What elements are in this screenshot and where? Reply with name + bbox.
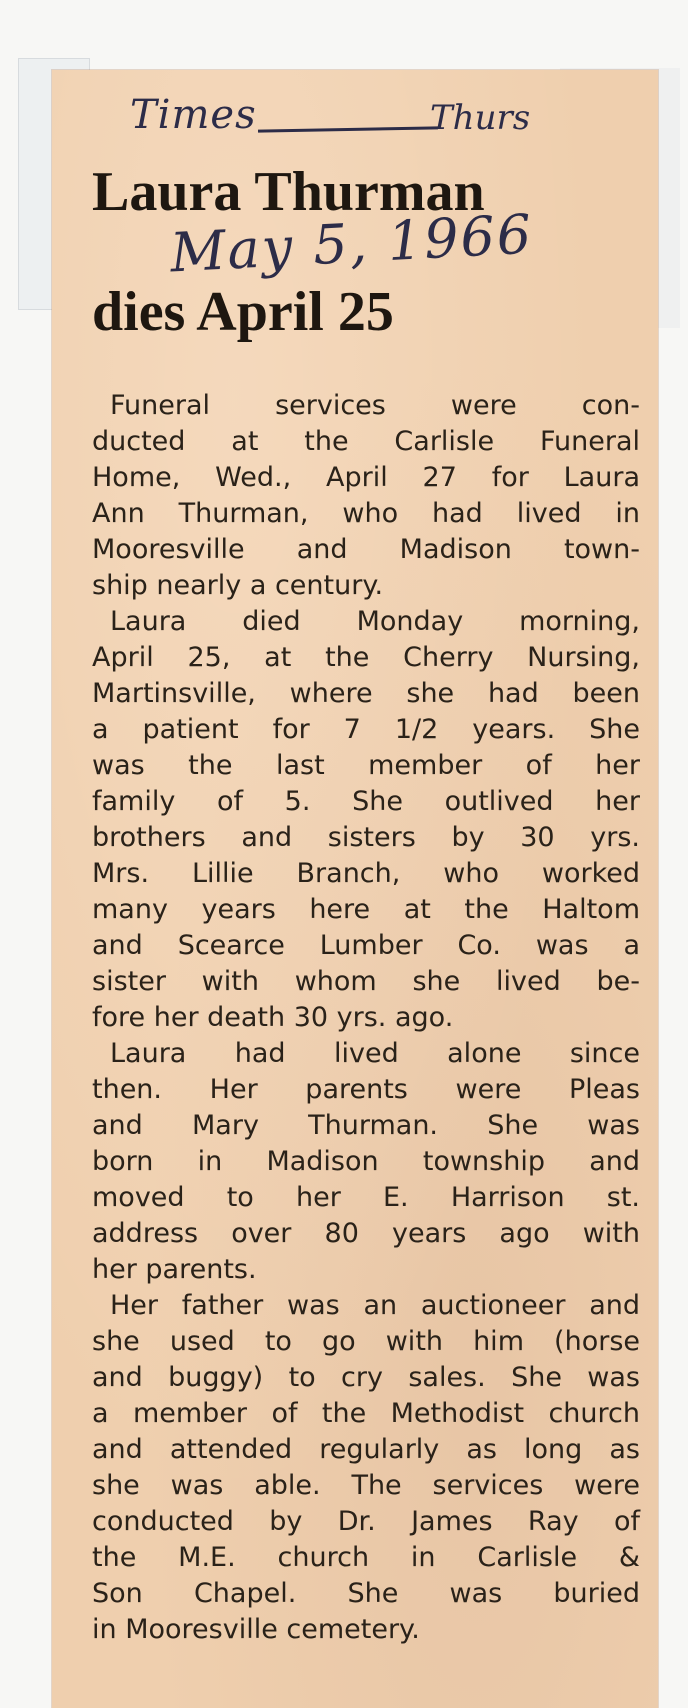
article-line: and buggy) to cry sales. She was [92, 1362, 640, 1393]
article-line: brothers and sisters by 30 yrs. [92, 822, 640, 853]
article-line: address over 80 years ago with [92, 1218, 640, 1249]
article-line: a member of the Methodist church [92, 1398, 640, 1429]
article-line: and Scearce Lumber Co. was a [92, 930, 640, 961]
article-body [92, 388, 640, 1648]
article-line: was the last member of her [92, 750, 640, 781]
article-line: her parents. [92, 1254, 257, 1285]
article-line: Laura had lived alone since [110, 1038, 640, 1069]
article-line: fore her death 30 yrs. ago. [92, 1002, 454, 1033]
article-line: family of 5. She outlived her [92, 786, 640, 817]
article-line: sister with whom she lived be- [92, 966, 640, 997]
article-line: born in Madison township and [92, 1146, 640, 1177]
article-line: April 25, at the Cherry Nursing, [92, 642, 640, 673]
article-line: Mrs. Lillie Branch, who worked [92, 858, 640, 889]
article-line: Laura died Monday morning, [110, 606, 640, 637]
article-line: and Mary Thurman. She was [92, 1110, 640, 1141]
article-line: Her father was an auctioneer and [110, 1290, 640, 1321]
article-line: Ann Thurman, who had lived in [92, 498, 640, 529]
handwritten-date: May 5, 1966 [168, 202, 535, 285]
article-line: she was able. The services were [92, 1470, 640, 1501]
article-line: Mooresville and Madison town- [92, 534, 640, 565]
handwritten-crossed-out: Thurs [430, 98, 531, 138]
handwritten-publication: Times [130, 92, 257, 138]
headline-line-1: Laura Thurman [92, 161, 485, 223]
article-line: a patient for 7 1/2 years. She [92, 714, 640, 745]
article-line: Home, Wed., April 27 for Laura [92, 462, 640, 493]
article-line: and attended regularly as long as [92, 1434, 640, 1465]
article-line: conducted by Dr. James Ray of [92, 1506, 640, 1537]
article-line: ship nearly a century. [92, 570, 384, 601]
article-line: Funeral services were con- [110, 390, 640, 421]
article-line: Son Chapel. She was buried [92, 1578, 640, 1609]
article-line: ducted at the Carlisle Funeral [92, 426, 640, 457]
article-line: the M.E. church in Carlisle & [92, 1542, 640, 1573]
headline-line-2: dies April 25 [92, 281, 394, 343]
article-line: in Mooresville cemetery. [92, 1614, 420, 1645]
article-line: Martinsville, where she had been [92, 678, 640, 709]
article-line: many years here at the Haltom [92, 894, 640, 925]
article-line: she used to go with him (horse [92, 1326, 640, 1357]
article-line: then. Her parents were Pleas [92, 1074, 640, 1105]
article-line: moved to her E. Harrison st. [92, 1182, 640, 1213]
